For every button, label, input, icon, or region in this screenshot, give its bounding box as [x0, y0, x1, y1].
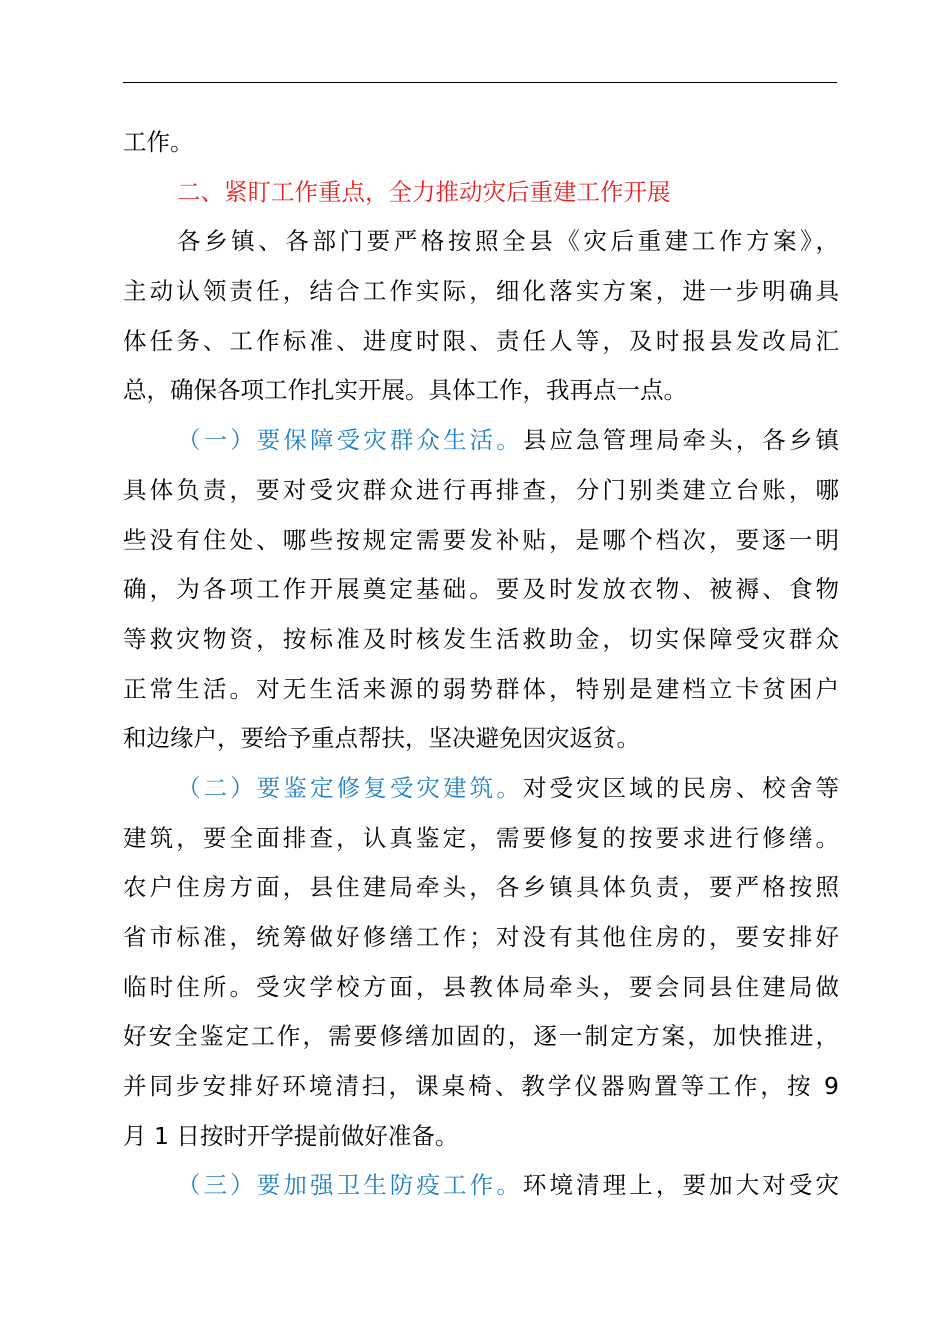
subsection-text: 对受灾区域的民房、校舍等 [522, 773, 839, 802]
text-line: 月 1 日按时开学提前做好准备。 [123, 1121, 459, 1150]
text-line: 农户住房方面，县住建局牵头，各乡镇具体负责，要严格按照 [123, 873, 839, 902]
text-line: 各乡镇、各部门要严格按照全县《灾后重建工作方案》， [177, 227, 839, 256]
subsection-text: 县应急管理局牵头，各乡镇 [522, 426, 839, 455]
subsection-line [123, 764, 839, 814]
text-line: 并同步安排好环境清扫，课桌椅、教学仪器购置等工作，按 9 [123, 1072, 839, 1101]
text-line: 省市标准，统筹做好修缮工作；对没有其他住房的，要安排好 [123, 923, 839, 951]
text-line: 体任务、工作标准、进度时限、责任人等，及时报县发改局汇 [123, 326, 839, 355]
text-line: 和边缘户，要给予重点帮扶，坚决避免因灾返贫。 [123, 724, 640, 753]
subsection-title: （二）要鉴定修复受灾建筑。 [177, 773, 523, 802]
subsection-line [123, 1161, 839, 1211]
subsection-title: （一）要保障受灾群众生活。 [177, 426, 523, 455]
text-line: 建筑，要全面排查，认真鉴定，需要修复的按要求进行修缮。 [123, 823, 839, 852]
text-line: 总，确保各项工作扎实开展。具体工作，我再点一点。 [123, 376, 687, 405]
subsection-text: 环境清理上，要加大对受灾 [522, 1171, 839, 1200]
text-line: 主动认领责任，结合工作实际，细化落实方案，进一步明确具 [123, 277, 839, 306]
section-heading: 二、紧盯工作重点，全力推动灾后重建工作开展 [177, 177, 671, 206]
text-line: 具体负责，要对受灾群众进行再排查，分门别类建立台账，哪 [123, 475, 839, 504]
text-line: 临时住所。受灾学校方面，县教体局牵头，要会同县住建局做 [123, 972, 839, 1001]
header-rule [123, 82, 837, 83]
text-line: 正常生活。对无生活来源的弱势群体，特别是建档立卡贫困户 [123, 674, 839, 703]
subsection-line [123, 416, 839, 466]
text-line: 等救灾物资，按标准及时核发生活救助金，切实保障受灾群众 [123, 624, 839, 653]
text-line: 些没有住处、哪些按规定需要发补贴，是哪个档次，要逐一明 [123, 525, 839, 554]
text-line: 好安全鉴定工作，需要修缮加固的，逐一制定方案，加快推进， [123, 1022, 839, 1051]
text-line: 工作。 [123, 128, 194, 156]
text-line: 确，为各项工作开展奠定基础。要及时发放衣物、被褥、食物 [123, 575, 839, 604]
document-body [123, 118, 839, 1211]
subsection-title: （三）要加强卫生防疫工作。 [177, 1171, 523, 1200]
